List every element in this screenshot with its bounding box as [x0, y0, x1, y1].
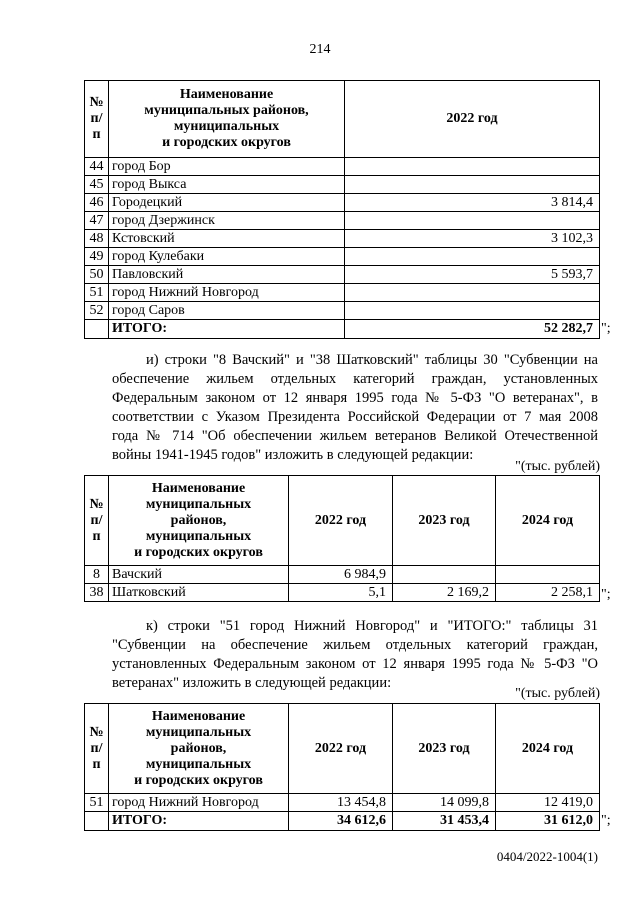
paragraph-line: года № 714 "Об обеспечении жильем ветеранов Великой Отечественной: [112, 428, 598, 444]
paragraph-line: обеспечение жильем отдельных категорий граждан, установленных: [112, 371, 598, 387]
row-value: 3 814,4: [345, 194, 600, 212]
closing-quote: ";: [601, 587, 611, 602]
table-row: [85, 794, 600, 812]
header-2024: 2024 год: [496, 704, 600, 794]
header-2022: 2022 год: [289, 476, 393, 566]
table-header-row: [85, 81, 600, 158]
header-name-line: районов,: [170, 512, 227, 528]
table-row: [85, 194, 600, 212]
header-name-line: и городских округов: [162, 135, 291, 150]
header-2022: 2022 год: [345, 81, 600, 158]
paragraph-line: установленных Федеральным законом от 12 января 1995 года № 5-ФЗ "О: [112, 656, 598, 672]
paragraph-line: соответствии с Указом Президента Российской Федерации от 7 мая 2008: [112, 409, 598, 425]
total-value: 52 282,7: [345, 320, 600, 339]
paragraph-k: [112, 617, 598, 693]
row-value-2023: 14 099,8: [393, 794, 496, 812]
header-num: № п/п: [85, 81, 109, 158]
table-row: [85, 584, 600, 602]
table-row: [85, 176, 600, 194]
table-row: [85, 266, 600, 284]
table-row: [85, 302, 600, 320]
row-num: 51: [85, 794, 109, 812]
header-name-line: муниципальных: [145, 496, 252, 512]
header-2023: 2023 год: [393, 476, 496, 566]
row-name: город Дзержинск: [109, 212, 345, 230]
row-num: 50: [85, 266, 109, 284]
row-name: Кстовский: [109, 230, 345, 248]
table-row: [85, 284, 600, 302]
header-name-line: районов,: [170, 740, 227, 756]
header-name-line: и городских округов: [134, 772, 263, 788]
row-num: 48: [85, 230, 109, 248]
row-name: город Выкса: [109, 176, 345, 194]
row-num: 52: [85, 302, 109, 320]
row-name: Вачский: [109, 566, 289, 584]
table-subsidies-31: [84, 703, 600, 831]
page-number: 214: [309, 42, 331, 57]
row-value-2023: [393, 566, 496, 584]
row-num: 46: [85, 194, 109, 212]
closing-quote: ";: [601, 813, 611, 828]
row-num: 8: [85, 566, 109, 584]
row-value: [345, 248, 600, 266]
header-name-line: муниципальных районов,: [144, 103, 309, 118]
paragraph-i: [112, 351, 598, 465]
header-2024: 2024 год: [496, 476, 600, 566]
row-name: город Кулебаки: [109, 248, 345, 266]
table-subsidies-30: [84, 475, 600, 602]
table-header-row: [85, 476, 600, 566]
total-value-2022: 34 612,6: [289, 812, 393, 831]
row-value-2022: 5,1: [289, 584, 393, 602]
row-name: город Саров: [109, 302, 345, 320]
total-label: ИТОГО:: [109, 320, 345, 339]
row-num: [85, 812, 109, 831]
row-value-2023: 2 169,2: [393, 584, 496, 602]
row-num: 44: [85, 158, 109, 176]
paragraph-line: "Субвенции на обеспечение жильем отдельных категорий граждан,: [112, 637, 598, 653]
row-value: 3 102,3: [345, 230, 600, 248]
paragraph-line: и) строки "8 Вачский" и "38 Шатковский" таблицы 30 "Субвенции на: [146, 352, 598, 368]
document-code: 0404/2022-1004(1): [496, 849, 598, 864]
row-num: 45: [85, 176, 109, 194]
row-num: 47: [85, 212, 109, 230]
row-num: 51: [85, 284, 109, 302]
header-num: № п/п: [85, 476, 109, 566]
table-row: [85, 158, 600, 176]
row-name: город Бор: [109, 158, 345, 176]
row-value-2024: [496, 566, 600, 584]
closing-quote: ";: [601, 321, 611, 336]
row-name: город Нижний Новгород: [109, 794, 289, 812]
header-2023: 2023 год: [393, 704, 496, 794]
table-row: [85, 230, 600, 248]
row-name: Городецкий: [109, 194, 345, 212]
paragraph-line: ветеранах" изложить в следующей редакции:: [112, 675, 392, 691]
row-value: [345, 212, 600, 230]
header-name: [109, 704, 289, 794]
row-value-2024: 12 419,0: [496, 794, 600, 812]
table-row: [85, 248, 600, 266]
total-row: [85, 320, 600, 339]
paragraph-line: Федеральным законом от 12 января 1995 года № 5-ФЗ "О ветеранах", в: [112, 390, 598, 406]
total-label: ИТОГО:: [109, 812, 289, 831]
header-num: № п/п: [85, 704, 109, 794]
header-name-line: Наименование: [151, 708, 246, 724]
header-name-line: муниципальных: [145, 756, 252, 772]
header-name-line: муниципальных: [145, 724, 252, 740]
table-header-row: [85, 704, 600, 794]
paragraph-line: к) строки "51 город Нижний Новгород" и "ИТОГО:" таблицы 31: [146, 618, 598, 634]
row-value: [345, 176, 600, 194]
row-name: город Нижний Новгород: [109, 284, 345, 302]
row-num: 49: [85, 248, 109, 266]
header-name-line: Наименование: [151, 480, 246, 496]
header-name-line: и городских округов: [134, 544, 263, 560]
header-name-line: муниципальных: [145, 528, 252, 544]
header-name: [109, 81, 345, 158]
header-2022: 2022 год: [289, 704, 393, 794]
table-row: [85, 566, 600, 584]
row-num: 38: [85, 584, 109, 602]
unit-label: "(тыс. рублей): [515, 459, 600, 474]
total-value-2023: 31 453,4: [393, 812, 496, 831]
row-name: Шатковский: [109, 584, 289, 602]
row-value: [345, 284, 600, 302]
total-value-2024: 31 612,0: [496, 812, 600, 831]
header-name-line: муниципальных: [173, 119, 280, 134]
row-value: 5 593,7: [345, 266, 600, 284]
table-subsidies-2022: [84, 80, 600, 339]
header-name: [109, 476, 289, 566]
row-value-2022: 6 984,9: [289, 566, 393, 584]
row-value-2022: 13 454,8: [289, 794, 393, 812]
row-num: [85, 320, 109, 339]
total-row: [85, 812, 600, 831]
row-value-2024: 2 258,1: [496, 584, 600, 602]
table-row: [85, 212, 600, 230]
row-value: [345, 158, 600, 176]
paragraph-line: войны 1941-1945 годов" изложить в следующей редакции:: [112, 447, 474, 463]
unit-label: "(тыс. рублей): [515, 686, 600, 701]
row-name: Павловский: [109, 266, 345, 284]
row-value: [345, 302, 600, 320]
header-name-line: Наименование: [179, 87, 274, 102]
